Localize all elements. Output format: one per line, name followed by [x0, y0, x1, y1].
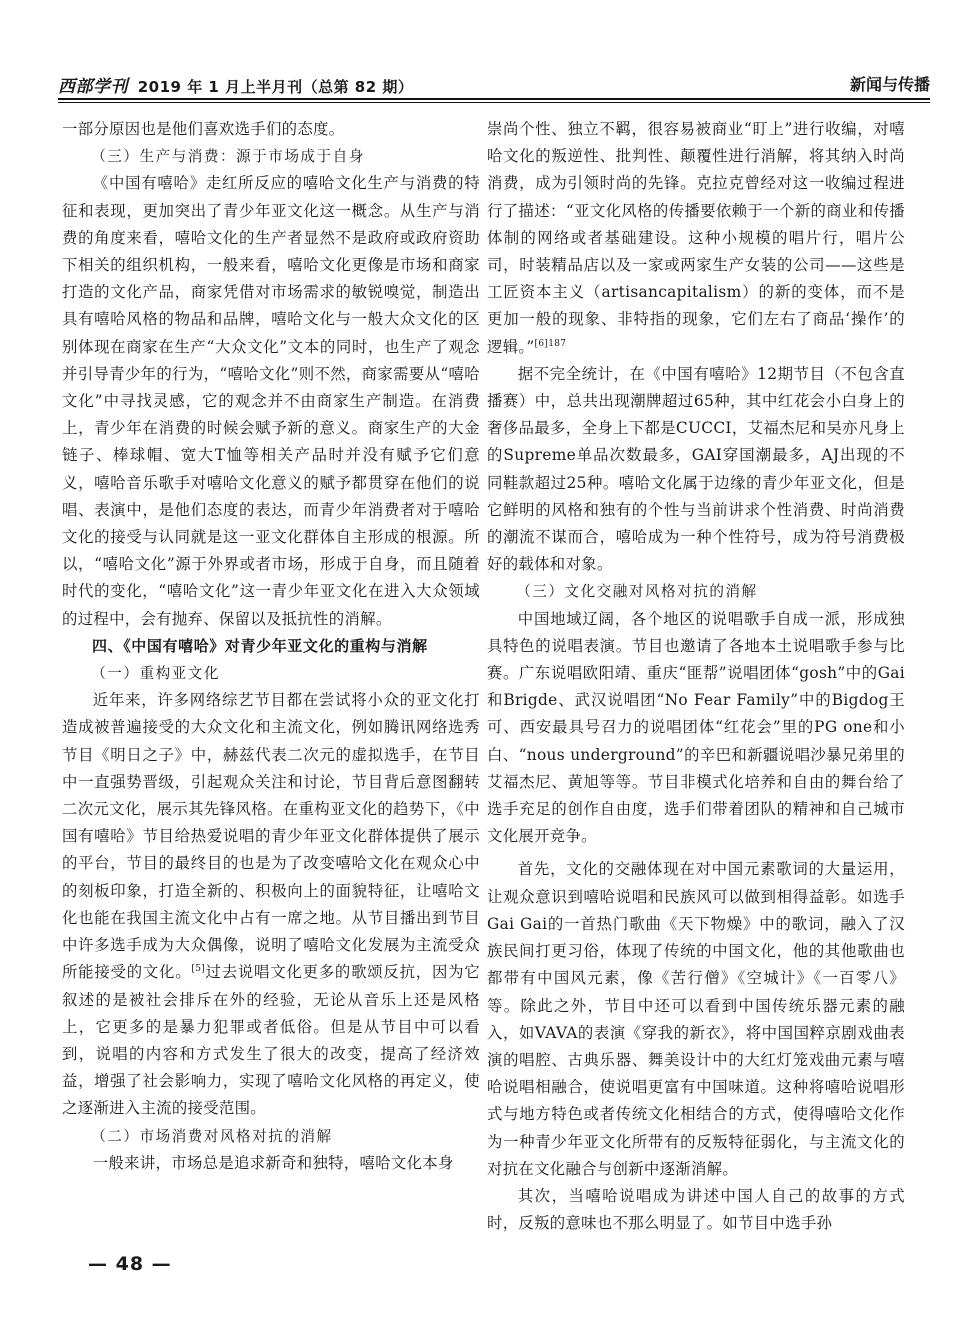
journal-info [58, 72, 413, 97]
paragraph-text: （三）文化交融对风格对抗的消解 [516, 583, 758, 601]
paragraph [62, 1150, 480, 1177]
paragraph [62, 170, 480, 632]
paragraph-continuation [487, 116, 905, 361]
paragraph [487, 856, 905, 1182]
section-heading [62, 633, 480, 660]
left-column [62, 116, 480, 1241]
paragraph-text: 据不完全统计，在《中国有嘻哈》12期节目（不包含直播赛）中，总共出现潮牌超过65种，其中红花会小白身上的奢侈品最多，全身上下都是CUCCI，艾福杰尼和吴亦凡身上的Supreme单品次数最多，GAI穿国潮最多，AJ出现的不同鞋款超过25种。嘻哈文化属于边缘的青少年亚文化，但是它鲜明的风格和独有的个性与当前讲求个性消费、时尚消费的潮流不谋而合，嘻哈成为一种个性符号，成为符号消费极好的载体和对象。 [487, 364, 905, 574]
paragraph-text: 一部分原因也是他们喜欢选手们的态度。 [62, 120, 345, 138]
section-name: 新闻与传播 [849, 75, 930, 94]
paragraph-text: （一）重构亚文化 [91, 665, 220, 683]
paragraph-text: 过去说唱文化更多的歌颂反抗，因为它叙述的是被社会排斥在外的经验，无论从音乐上还是风格上，它更多的是暴力犯罪或者低俗。但是从节目中可以看到，说唱的内容和方式发生了很大的改变，提高了经济效益，增强了社会影响力，实现了嘻哈文化风格的再定义，使之逐渐进入主流的接受范围。 [62, 963, 480, 1118]
header-rule [58, 98, 930, 103]
paragraph-text: 一般来讲，市场总是追求新奇和独特，嘻哈文化本身 [92, 1153, 454, 1172]
right-column [487, 116, 905, 1241]
subsection-heading [62, 660, 480, 687]
journal-name: 西部学刊 [58, 77, 128, 97]
subsection-heading [62, 1123, 480, 1150]
citation-ref: [5] [191, 964, 206, 975]
paragraph-text: 首先，文化的交融体现在对中国元素歌词的大量运用，让观众意识到嘻哈说唱和民族风可以做到相得益彰。如选手Gai Gai的一首热门歌曲《天下物燥》中的歌词，融入了汉族民间打更习俗，体现了传统的中国文化，他的其他歌曲也都带有中国风元素，像《苦行僧》《空城计》《一百零八》等。除此之外，节目中还可以看到中国传统乐器元素的融入，如VAVA的表演《穿我的新衣》，将中国国粹京剧戏曲表演的唱腔、古典乐器、舞美设计中的大红灯笼戏曲元素与嘻哈说唱相融合，使说唱更富有中国味道。这种将嘻哈说唱形式与地方特色或者传统文化相结合的方式，使得嘻哈文化作为一种青少年亚文化所带有的反叛特征弱化，与主流文化的对抗在文化融合与创新中逐渐消解。 [487, 860, 905, 1178]
page-number: — 48 — [88, 1253, 172, 1275]
paragraph-text: （三）生产与消费：源于市场成于自身 [91, 148, 365, 166]
paragraph-text: 其次，当嘻哈说唱成为讲述中国人自己的故事的方式时，反叛的意味也不那么明显了。如节目中选手孙 [487, 1186, 905, 1233]
paragraph [487, 361, 905, 579]
issue-info: 2019 年 1 月上半月刊（总第 82 期） [137, 78, 414, 96]
running-header [58, 70, 930, 100]
paragraph-text: 中国地域辽阔，各个地区的说唱歌手自成一派，形成独具特色的说唱表演。节目也邀请了各地本土说唱歌手参与比赛。广东说唱欧阳靖、重庆“匪帮”说唱团体“gosh”中的Gai和Brigde、武汉说唱团“No Fear Family”中的Bigdog王可、西安最具号召力的说唱团体“红花会”里的PG one和小白、“nous underground”的辛巴和新疆说唱沙暴兄弟里的艾福杰尼、黄旭等等。节目非模式化培养和自由的舞台给了选手充足的创作自由度，选手们带着团队的精神和自己城市文化展开竞争。 [487, 609, 905, 846]
paragraph [487, 606, 905, 851]
citation-ref: [6]187 [534, 338, 567, 349]
paragraph-text: （二）市场消费对风格对抗的消解 [91, 1127, 333, 1145]
paragraph-text: 崇尚个性、独立不羁，很容易被商业“盯上”进行收编，对嘻哈文化的叛逆性、批判性、颠覆性进行消解，将其纳入时尚消费，成为引领时尚的先锋。克拉克曾经对这一收编过程进行了描述：“亚文化风格的传播要依赖于一个新的商业和传播体制的网络或者基础建设。这种小规模的唱片行，唱片公司，时装精品店以及一家或两家生产女装的公司——这些是工匠资本主义（artisancapitalism）的新的变体，而不是更加一般的现象、非特指的现象，它们左右了商品‘操作’的逻辑。” [487, 120, 905, 356]
subsection-heading [487, 578, 905, 605]
paragraph-text: 《中国有嘻哈》走红所反应的嘻哈文化生产与消费的特征和表现，更加突出了青少年亚文化这一概念。从生产与消费的角度来看，嘻哈文化的生产者显然不是政府或政府资助下相关的组织机构，一般来看，嘻哈文化更像是市场和商家打造的文化产品，商家凭借对市场需求的敏锐嗅觉，制造出具有嘻哈风格的物品和品牌，嘻哈文化与一般大众文化的区别体现在商家在生产“大众文化”文本的同时，也生产了观念并引导青少年的行为，“嘻哈文化”则不然，商家需要从“嘻哈文化”中寻找灵感，它的观念并不由商家生产制造。在消费上，青少年在消费的时候会赋予新的意义。商家生产的大金链子、棒球帽、宽大T恤等相关产品时并没有赋予它们意义，嘻哈音乐歌手对嘻哈文化意义的赋予都贯穿在他们的说唱、表演中，是他们态度的表达，而青少年消费者对于嘻哈文化的接受与认同就是这一亚文化群体自主形成的根源。所以，“嘻哈文化”源于外界或者市场，形成于自身，而且随着时代的变化，“嘻哈文化”这一青少年亚文化在进入大众领域的过程中，会有抛弃、保留以及抵抗性的消解。 [62, 174, 480, 628]
paragraph [62, 687, 480, 1122]
paragraph [487, 1183, 905, 1237]
paragraph-continuation [62, 116, 480, 143]
paragraph-text: 近年来，许多网络综艺节目都在尝试将小众的亚文化打造成被普遍接受的大众文化和主流文化，例如腾讯网络选秀节目《明日之子》中，赫兹代表二次元的虚拟选手，在节目中一直强势晋级，引起观众关注和讨论，节目背后意图翻转二次元文化，展示其先锋风格。在重构亚文化的趋势下，《中国有嘻哈》节目给热爱说唱的青少年亚文化群体提供了展示的平台，节目的最终目的也是为了改变嘻哈文化在观众心中的刻板印象，打造全新的、积极向上的面貌特征，让嘻哈文化也能在我国主流文化中占有一席之地。从节目播出到节目中许多选手成为大众偶像，说明了嘻哈文化发展为主流受众所能接受的文化。 [62, 691, 480, 982]
subsection-heading [62, 143, 480, 170]
paragraph-text: 四、《中国有嘻哈》对青少年亚文化的重构与消解 [92, 636, 428, 655]
